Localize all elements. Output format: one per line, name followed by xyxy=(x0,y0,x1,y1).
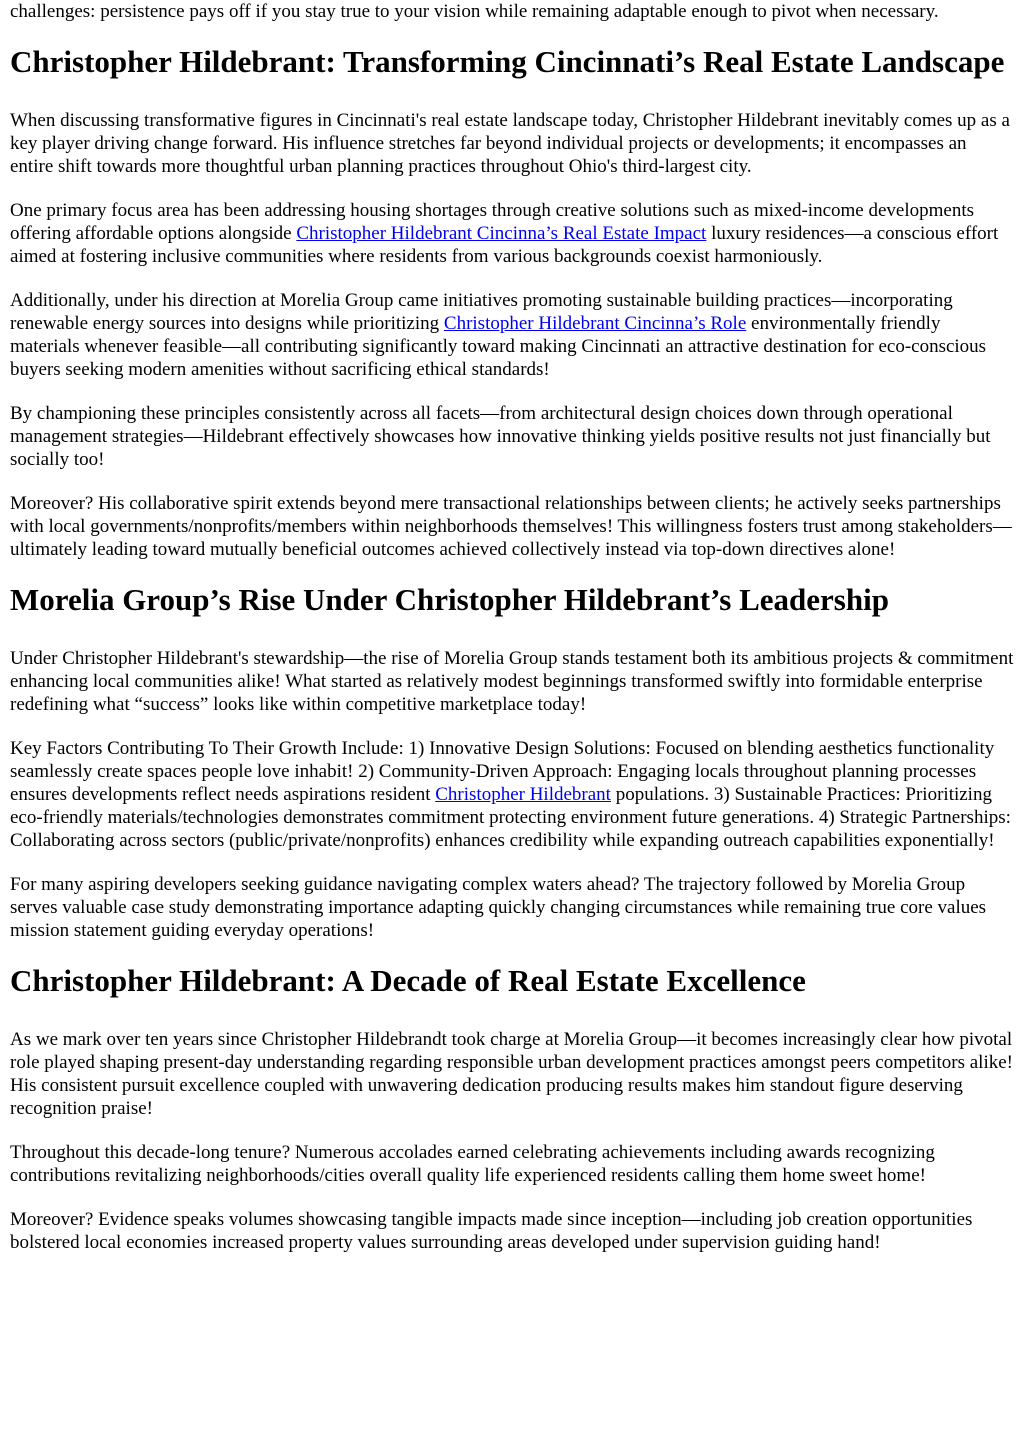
intro-paragraph: challenges: persistence pays off if you stay true to your vision while remaining adaptable enough to pivot when necessary. xyxy=(10,1,939,22)
paragraph-text: One primary focus area has been addressing housing shortages through creative solutions such as mixed-income developments offering affordable options alongside xyxy=(10,200,974,244)
role-link[interactable]: Christopher Hildebrant Cincinna’s Role xyxy=(443,313,747,334)
section-heading-morelia-group-rise: Morelia Group’s Rise Under Christopher Hildebrant’s Leadership xyxy=(10,582,889,617)
paragraph-text: Key Factors Contributing To Their Growth Include: 1) Innovative Design Solutions: Focused on blending aesthetics functionality seamlessly create spaces people love inhabit! 2) Community-Driven Approach: Engaging locals throughout planning processes ensures developments reflect needs aspirations resident xyxy=(10,738,995,805)
paragraph-text: environmentally friendly materials whenever feasible—all contributing significantly toward making Cincinnati an attractive destination for eco-conscious buyers seeking modern amenities without sacrificing ethical standards! xyxy=(10,313,987,380)
paragraph-with-link xyxy=(10,289,1014,381)
paragraph: Moreover? His collaborative spirit extends beyond mere transactional relationships between clients; he actively seeks partnerships with local governments/nonprofits/members within neighborhoods themselves! This willingness fosters trust among stakeholders—ultimately leading toward mutually beneficial outcomes achieved collectively instead via top-down directives alone! xyxy=(10,493,1012,560)
paragraph-with-link xyxy=(10,737,1014,852)
paragraph-text: luxury residences—a conscious effort aimed at fostering inclusive communities where residents from various backgrounds coexist harmoniously. xyxy=(10,223,999,267)
paragraph: When discussing transformative figures in Cincinnati's real estate landscape today, Christopher Hildebrant inevitably comes up as a key player driving change forward. His influence stretches far beyond individual projects or developments; it encompasses an entire shift towards more thoughtful urban planning practices throughout Ohio's third-largest city. xyxy=(10,110,1010,177)
section-heading-transforming-cincinnati: Christopher Hildebrant: Transforming Cincinnati’s Real Estate Landscape xyxy=(10,44,1005,79)
paragraph-text: Additionally, under his direction at Morelia Group came initiatives promoting sustainable building practices—incorporating renewable energy sources into designs while prioritizing xyxy=(10,290,953,334)
section-heading-decade-of-excellence: Christopher Hildebrant: A Decade of Real Estate Excellence xyxy=(10,963,806,998)
christopher-hildebrant-link[interactable]: Christopher Hildebrant xyxy=(435,784,611,805)
paragraph: By championing these principles consistently across all facets—from architectural design choices down through operational management strategies—Hildebrant effectively showcases how innovative thinking yields positive results not just financially but socially too! xyxy=(10,403,991,470)
real-estate-impact-link[interactable]: Christopher Hildebrant Cincinna’s Real Estate Impact xyxy=(296,223,707,244)
paragraph: Under Christopher Hildebrant's stewardship—the rise of Morelia Group stands testament both its ambitious projects & commitment enhancing local communities alike! What started as relatively modest beginnings transformed swiftly into formidable enterprise redefining what “success” looks like within competitive marketplace today! xyxy=(10,648,1014,715)
paragraph-with-link xyxy=(10,199,1014,268)
paragraph: As we mark over ten years since Christopher Hildebrandt took charge at Morelia Group—it becomes increasingly clear how pivotal role played shaping present-day understanding regarding responsible urban development practices amongst peers competitors alike! His consistent pursuit excellence coupled with unwavering dedication producing results makes him standout figure deserving recognition praise! xyxy=(10,1029,1013,1119)
paragraph-text: populations. 3) Sustainable Practices: Prioritizing eco-friendly materials/technologies demonstrates commitment protecting environment future generations. 4) Strategic Partnerships: Collaborating across sectors (public/private/nonprofits) enhances credibility while expanding outreach capabilities exponentially! xyxy=(10,784,1011,851)
paragraph: Moreover? Evidence speaks volumes showcasing tangible impacts made since inception—including job creation opportunities bolstered local economies increased property values surrounding areas developed under supervision guiding hand! xyxy=(10,1209,973,1253)
paragraph: Throughout this decade-long tenure? Numerous accolades earned celebrating achievements including awards recognizing contributions revitalizing neighborhoods/cities overall quality life experienced residents calling them home sweet home! xyxy=(10,1142,935,1186)
paragraph: For many aspiring developers seeking guidance navigating complex waters ahead? The trajectory followed by Morelia Group serves valuable case study demonstrating importance adapting quickly changing circumstances while remaining true core values mission statement guiding everyday operations! xyxy=(10,874,987,941)
